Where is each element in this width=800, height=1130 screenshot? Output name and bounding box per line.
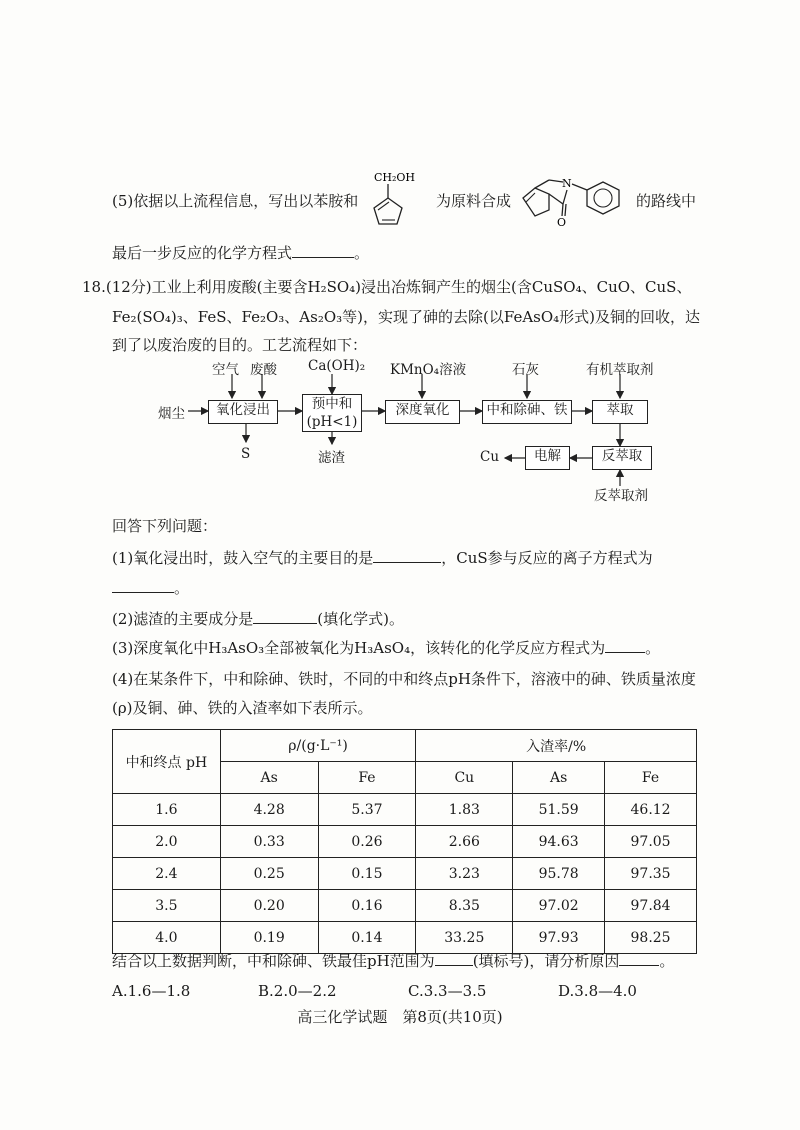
table-row (113, 890, 697, 922)
q18-part1-text-a: (1)氧化浸出时，鼓入空气的主要目的是 (112, 549, 374, 567)
table-cell: 4.0 (113, 922, 221, 954)
flow-output-residue: 滤渣 (318, 450, 345, 466)
q18-part4-question: 结合以上数据判断，中和除砷、铁最佳pH范围为 (填标号)，请分析原因 。 (112, 952, 675, 970)
table-cell: 2.0 (113, 826, 221, 858)
flow-input-dust: 烟尘 (158, 406, 185, 422)
ch2oh-label: CH₂OH (374, 171, 416, 184)
table-row (113, 922, 697, 954)
flow-output-sulfur: S (241, 446, 251, 462)
flow-box-oxidative-leaching: 氧化浸出 (208, 400, 278, 424)
table-cell: 0.33 (220, 826, 318, 858)
table-cell: 2.66 (416, 826, 513, 858)
flowchart-arrows (150, 360, 710, 500)
answer-blank[interactable] (619, 951, 659, 966)
flow-label-kmno4: KMnO₄溶液 (390, 362, 467, 378)
q17-part5-text-b: 为原料合成 (436, 192, 512, 210)
flow-box-neutralize-remove-as-fe: 中和除砷、铁 (482, 400, 572, 424)
table-row (113, 826, 697, 858)
flow-box-electrolysis: 电解 (525, 446, 570, 470)
table-cell: 2.4 (113, 858, 221, 890)
q18-part4-question-a: 结合以上数据判断，中和除砷、铁最佳pH范围为 (112, 952, 435, 970)
option-c[interactable]: C.3.3—3.5 (408, 982, 487, 1000)
table-cell: 1.6 (113, 794, 221, 826)
option-b[interactable]: B.2.0—2.2 (258, 982, 337, 1000)
header-ph: 中和终点 pH (113, 730, 221, 794)
process-flowchart (150, 358, 710, 504)
q17-part5-text-a: (5)依据以上流程信息，写出以苯胺和 (112, 192, 359, 210)
table-row (113, 858, 697, 890)
table-cell: 94.63 (513, 826, 605, 858)
page-footer: 高三化学试题 第8页(共10页) (297, 1008, 503, 1026)
target-lactam-structure (515, 160, 633, 232)
subheader-cell: As (513, 762, 605, 794)
header-slag-rate: 入渣率/% (416, 730, 697, 762)
flow-box-extraction: 萃取 (592, 400, 648, 424)
table-cell: 5.37 (318, 794, 416, 826)
flow-label-waste-acid: 废酸 (250, 362, 277, 378)
flow-label-lime: 石灰 (512, 362, 539, 378)
flow-box-deep-oxidation: 深度氧化 (385, 400, 460, 424)
table-row (113, 794, 697, 826)
q18-intro-line2: Fe₂(SO₄)₃、FeS、Fe₂O₃、As₂O₃等)，实现了砷的去除(以FeAsO₄形式)及铜的回收，达 (112, 308, 701, 326)
table-cell: 98.25 (605, 922, 697, 954)
answer-blank[interactable] (373, 548, 441, 563)
q18-part3: (3)深度氧化中H₃AsO₃全部被氧化为H₃AsO₄，该转化的化学反应方程式为 。 (112, 639, 661, 657)
table-cell: 0.19 (220, 922, 318, 954)
table-cell: 4.28 (220, 794, 318, 826)
subheader-cell: As (220, 762, 318, 794)
table-cell: 97.05 (605, 826, 697, 858)
option-a[interactable]: A.1.6—1.8 (112, 982, 191, 1000)
header-density: ρ/(g·L⁻¹) (220, 730, 416, 762)
oxygen-label: O (557, 216, 567, 229)
q18-part3-text-a: (3)深度氧化中H₃AsO₃全部被氧化为H₃AsO₄，该转化的化学反应方程式为 (112, 639, 606, 657)
table-cell: 97.84 (605, 890, 697, 922)
table-cell: 0.26 (318, 826, 416, 858)
table-cell: 97.02 (513, 890, 605, 922)
table-cell: 95.78 (513, 858, 605, 890)
table-cell: 3.5 (113, 890, 221, 922)
answer-blank[interactable] (112, 578, 174, 593)
table-cell: 8.35 (416, 890, 513, 922)
table-cell: 0.16 (318, 890, 416, 922)
flow-box-pre-neutralization: 预中和 (pH<1) (302, 394, 362, 432)
table-cell: 3.23 (416, 858, 513, 890)
subheader-cell: Cu (416, 762, 513, 794)
q18-part1-text-b: ，CuS参与反应的离子方程式为 (441, 549, 653, 567)
subheader-cell: Fe (318, 762, 416, 794)
q17-part5-line1 (112, 190, 358, 212)
table-cell: 51.59 (513, 794, 605, 826)
q18-part4-line2: (ρ)及铜、砷、铁的入渣率如下表所示。 (112, 699, 373, 717)
subheader-cell: Fe (605, 762, 697, 794)
q17-part5-text-c: 的路线中 (636, 192, 697, 210)
cyclopentadienylmethanol-structure (360, 170, 430, 232)
q18-part1-line2: 。 (112, 577, 189, 599)
data-table (112, 729, 697, 954)
table-cell: 0.15 (318, 858, 416, 890)
table-cell: 0.25 (220, 858, 318, 890)
answer-prompt: 回答下列问题： (112, 517, 218, 535)
flow-output-copper: Cu (480, 449, 500, 465)
answer-blank[interactable] (605, 638, 645, 653)
table-cell: 46.12 (605, 794, 697, 826)
q18-part2-text-b: (填化学式)。 (317, 610, 404, 628)
q18-intro-line3: 到了以废治废的目的。工艺流程如下： (112, 336, 368, 354)
q18-part1-line1 (112, 547, 653, 569)
answer-blank[interactable] (253, 609, 317, 624)
table-cell: 97.35 (605, 858, 697, 890)
q17-part5-line2: 最后一步反应的化学方程式 。 (112, 244, 370, 262)
flow-label-air: 空气 (212, 362, 239, 378)
q18-part2 (112, 608, 404, 630)
table-cell: 1.83 (416, 794, 513, 826)
nitrogen-label: N (562, 177, 572, 190)
q18-part2-text-a: (2)滤渣的主要成分是 (112, 610, 254, 628)
q17-part5-line2-text: 最后一步反应的化学方程式 (112, 244, 293, 262)
table-cell: 97.93 (513, 922, 605, 954)
table-cell: 0.14 (318, 922, 416, 954)
option-d[interactable]: D.3.8—4.0 (558, 982, 637, 1000)
table-header-row (113, 730, 697, 762)
flow-label-back-extractant: 反萃取剂 (594, 488, 648, 504)
q18-intro-line1: 18.(12分)工业上利用废酸(主要含H₂SO₄)浸出冶炼铜产生的烟尘(含CuSO₄、CuO、CuS、 (82, 278, 692, 296)
flow-label-organic-extractant: 有机萃取剂 (586, 362, 654, 378)
answer-blank[interactable] (435, 951, 473, 966)
flow-label-caoh2: Ca(OH)₂ (308, 358, 366, 374)
flow-box-back-extraction: 反萃取 (592, 446, 652, 470)
table-cell: 0.20 (220, 890, 318, 922)
q18-part4-question-b: (填标号)，请分析原因 (472, 952, 620, 970)
q18-part4-line1: (4)在某条件下，中和除砷、铁时，不同的中和终点pH条件下，溶液中的砷、铁质量浓度 (112, 670, 696, 688)
table-cell: 33.25 (416, 922, 513, 954)
answer-blank[interactable] (292, 243, 354, 258)
